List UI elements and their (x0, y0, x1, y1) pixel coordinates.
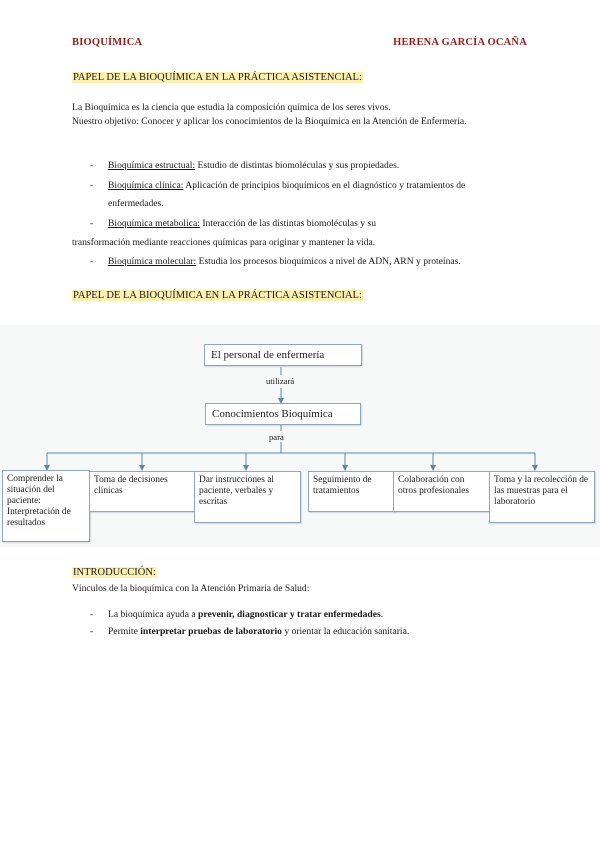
document-header-left: BIOQUÍMICA (72, 37, 143, 48)
diagram-leaf-decisiones: Toma de decisiones clínicas (89, 471, 196, 512)
diagram-node-top: El personal de enfermería (204, 344, 362, 366)
section-title-2: PAPEL DE LA BIOQUÍMICA EN LA PRÁCTICA ASISTENCIAL: (73, 290, 362, 301)
paragraph-objective: Nuestro objetivo: Conocer y aplicar los conocimientos de la Bioquímica en la Atención de Enfermería. (72, 116, 467, 127)
diagram-leaf-seguimiento: Seguimiento de tratamientos (308, 471, 396, 512)
list-item: - Permite interpretar pruebas de laboratorio y orientar la educación sanitaria. (90, 626, 410, 637)
paragraph-definition: La Bioquímica es la ciencia que estudia la composición química de los seres vivos. (72, 102, 391, 113)
diagram-leaf-comprender: Comprender la situación del paciente: Interpretación de resultados (2, 470, 90, 542)
section-title-3: INTRODUCCIÓN: (73, 567, 156, 578)
list-item: - Bioquímica clínica: Aplicación de principios bioquímicos en el diagnóstico y tratamientos de enfermedades. (90, 180, 466, 209)
list-item: - La bioquímica ayuda a prevenir, diagnosticar y tratar enfermedades. (90, 609, 384, 620)
diagram-link-label-1: utilizará (266, 376, 295, 386)
diagram-link-label-2: para (269, 432, 284, 442)
section-title-1: PAPEL DE LA BIOQUÍMICA EN LA PRÁCTICA ASISTENCIAL: (73, 72, 362, 83)
diagram-leaf-muestras: Toma y la recolección de las muestras para el laboratorio (489, 471, 595, 523)
diagram-leaf-colaboracion: Colaboración con otros profesionales (393, 471, 490, 512)
list-item: - Bioquímica molecular: Estudia los procesos bioquímicos a nivel de ADN, ARN y proteínas. (90, 256, 461, 267)
diagram-node-middle: Conocimientos Bioquímica (205, 403, 361, 425)
list-item: - Bioquímica metabolica: Interacción de las distintas biomoléculas y su (90, 218, 377, 229)
diagram-leaf-instrucciones: Dar instrucciones al paciente, verbales y escritas (194, 471, 301, 523)
paragraph-intro: Vínculos de la bioquímica con la Atención Primaria de Salud: (72, 583, 310, 594)
list-item: - Bioquímica estructual: Estudio de distintas biomoléculas y sus propiedades. (90, 160, 400, 171)
document-header-right: HERENA GARCÍA OCAÑA (393, 37, 527, 48)
list-item-continuation: transformación mediante reacciones químicas para originar y mantener la vida. (72, 237, 376, 248)
